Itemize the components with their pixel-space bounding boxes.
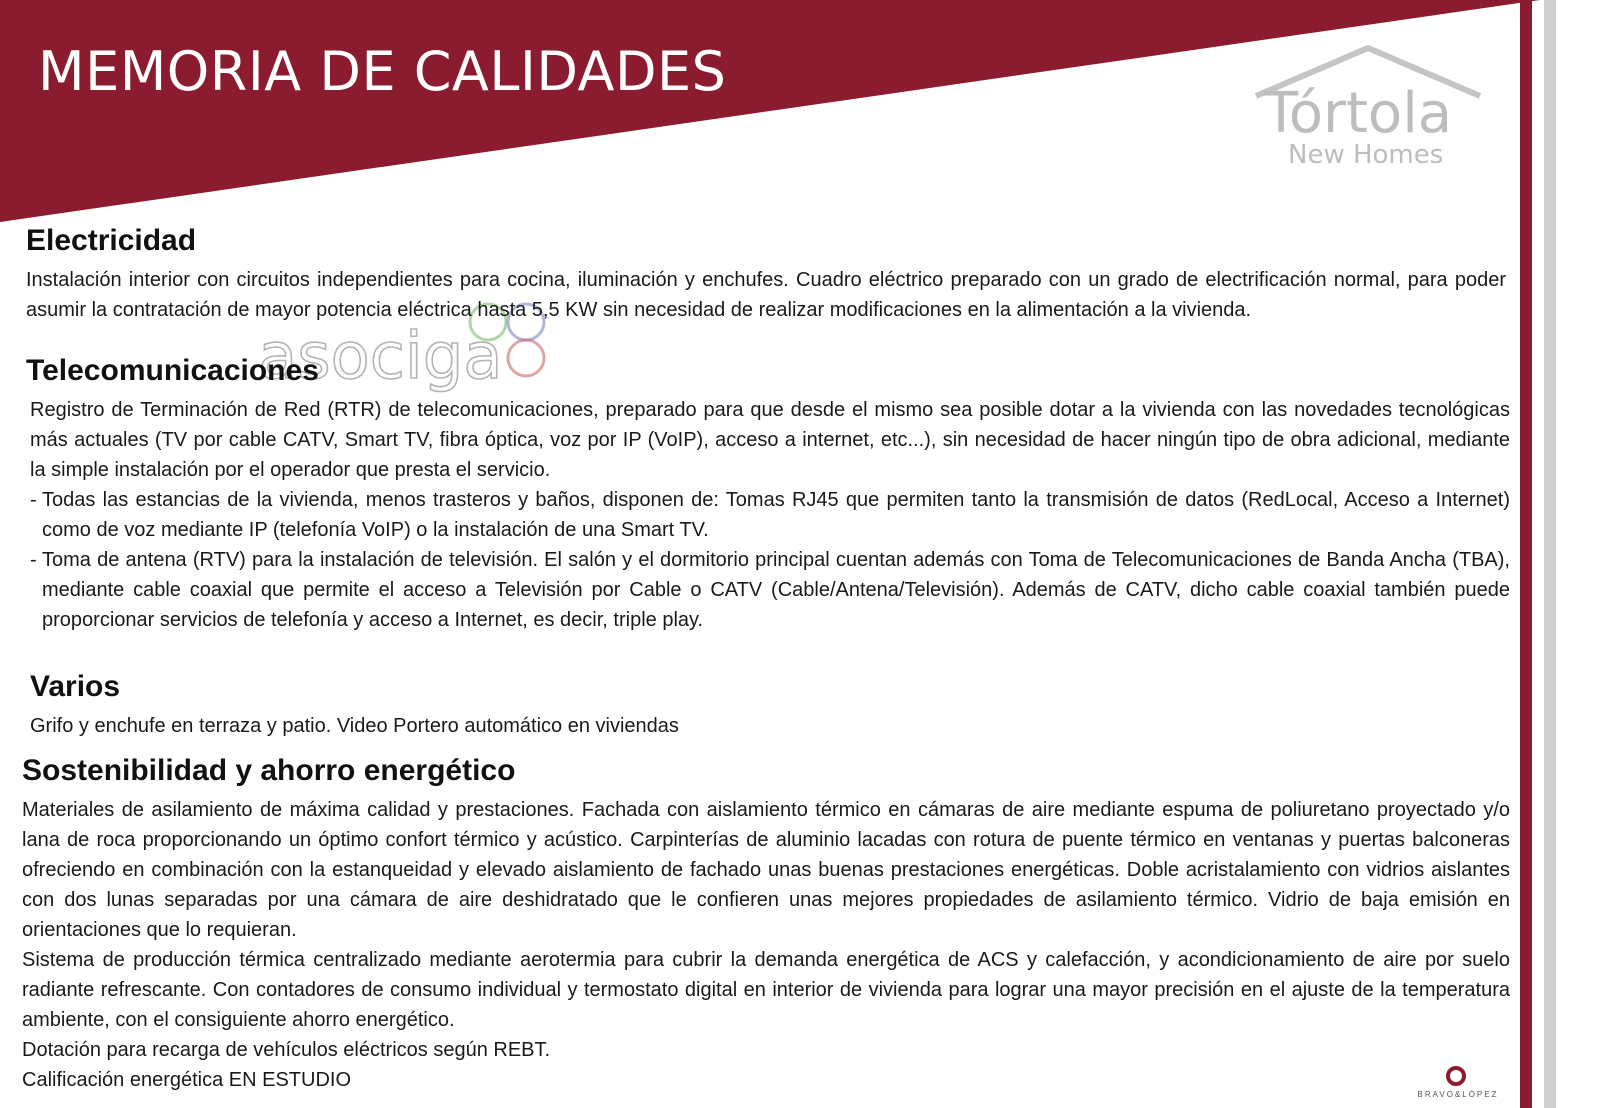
section-heading: Varios — [30, 670, 121, 703]
section-paragraph: Materiales de asilamiento de máxima calidad y prestaciones. Fachada con aislamiento térmico en cámaras de aire mediante espuma de poliuretano proyectado y/o lana de roca proporcionando un óptimo confort térmico y acústico. Carpinterías de aluminio lacadas con rotura de puente térmico en ventanas y puertas balconeras ofreciendo en combinación con la estanqueidad y elevado aislamiento de fachado unas buenas prestaciones energéticas. Doble acristalamiento con vidrios aislantes con dos lunas separadas por una cámara de aire deshidratado que le confieren unas mejores propiedades de asilamiento térmico. Vidrio de baja emisión en orientaciones que lo requieran. — [22, 798, 1510, 941]
section-body: Grifo y enchufe en terraza y patio. Video Portero automático en viviendas — [30, 714, 679, 737]
bullet-list — [26, 485, 1510, 635]
list-item-text: Todas las estancias de la vivienda, menos trasteros y baños, disponen de: Tomas RJ45 que permiten tanto la transmisión de datos (RedLocal, Acceso a Internet) como de voz mediante IP (telefonía VoIP) o la instalación de una Smart TV. — [42, 488, 1510, 541]
section-body: Registro de Terminación de Red (RTR) de telecomunicaciones, preparado para que desde el mismo sea posible dotar a la vivienda con las novedades tecnológicas más actuales (TV por cable CATV, Smart TV, fibra óptica, voz por IP (VoIP), acceso a internet, etc...), sin necesidad de hacer ningún tipo de obra adicional, mediante la simple instalación por el operador que presta el servicio. — [30, 398, 1510, 481]
page-title: MEMORIA DE CALIDADES — [38, 40, 727, 103]
section-paragraph: Sistema de producción térmica centralizado mediante aerotermia para cubrir la demanda energética de ACS y calefacción, y acondicionamiento de aire por suelo radiante refrescante. Con contadores de consumo individual y termostato digital en interior de vivienda para lograr una mayor precisión en el ajuste de la temperatura ambiente, con el consiguiente ahorro energético. — [22, 948, 1510, 1031]
bravo-lopez-logo — [1408, 1066, 1508, 1106]
footer-logo-text: BRAVO&LÓPEZ — [1417, 1090, 1499, 1099]
logo-subtitle: New Homes — [1288, 140, 1444, 170]
section-electricidad — [26, 224, 1506, 325]
section-varios — [30, 670, 1510, 741]
section-paragraph: Calificación energética EN ESTUDIO — [22, 1068, 352, 1091]
section-heading: Telecomunicaciones — [26, 354, 319, 387]
watermark-text: asociga — [258, 320, 503, 394]
tortola-logo — [1250, 44, 1490, 184]
right-edge-grey-bar — [1544, 0, 1556, 1108]
section-heading: Electricidad — [26, 224, 197, 257]
right-edge-red-bar — [1520, 0, 1532, 1108]
section-telecomunicaciones — [26, 354, 1510, 635]
list-item-text: Toma de antena (RTV) para la instalación de televisión. El salón y el dormitorio principal cuentan además con Toma de Telecomunicaciones de Banda Ancha (TBA), mediante cable coaxial que permite el acceso a Televisión por Cable o CATV (Cable/Antena/Televisión). Además de CATV, dicho cable coaxial también puede proporcionar servicios de telefonía y acceso a Internet, es decir, triple play. — [42, 548, 1510, 631]
section-paragraph: Dotación para recarga de vehículos eléctricos según REBT. — [22, 1038, 551, 1061]
section-body: Instalación interior con circuitos independientes para cocina, iluminación y enchufes. Cuadro eléctrico preparado con un grado de electrificación normal, para poder asumir la contratación de mayor potencia eléctrica hasta 5,5 KW sin necesidad de realizar modificaciones en la alimentación a la vivienda. — [26, 268, 1506, 321]
section-heading: Sostenibilidad y ahorro energético — [22, 754, 516, 787]
bravo-lopez-mark-icon — [1446, 1066, 1466, 1086]
list-item: - Toma de antena (RTV) para la instalación de televisión. El salón y el dormitorio principal cuentan además con Toma de Telecomunicaciones de Banda Ancha (TBA), mediante cable coaxial que permite el acceso a Televisión por Cable o CATV (Cable/Antena/Televisión). Además de CATV, dicho cable coaxial también puede proporcionar servicios de telefonía y acceso a Internet, es decir, triple play. — [30, 548, 1510, 631]
list-item: - Todas las estancias de la vivienda, menos trasteros y baños, disponen de: Tomas RJ45 que permiten tanto la transmisión de datos (RedLocal, Acceso a Internet) como de voz mediante IP (telefonía VoIP) o la instalación de una Smart TV. — [30, 488, 1510, 541]
section-sostenibilidad — [22, 754, 1510, 1095]
logo-name: Tórtola — [1264, 81, 1453, 146]
